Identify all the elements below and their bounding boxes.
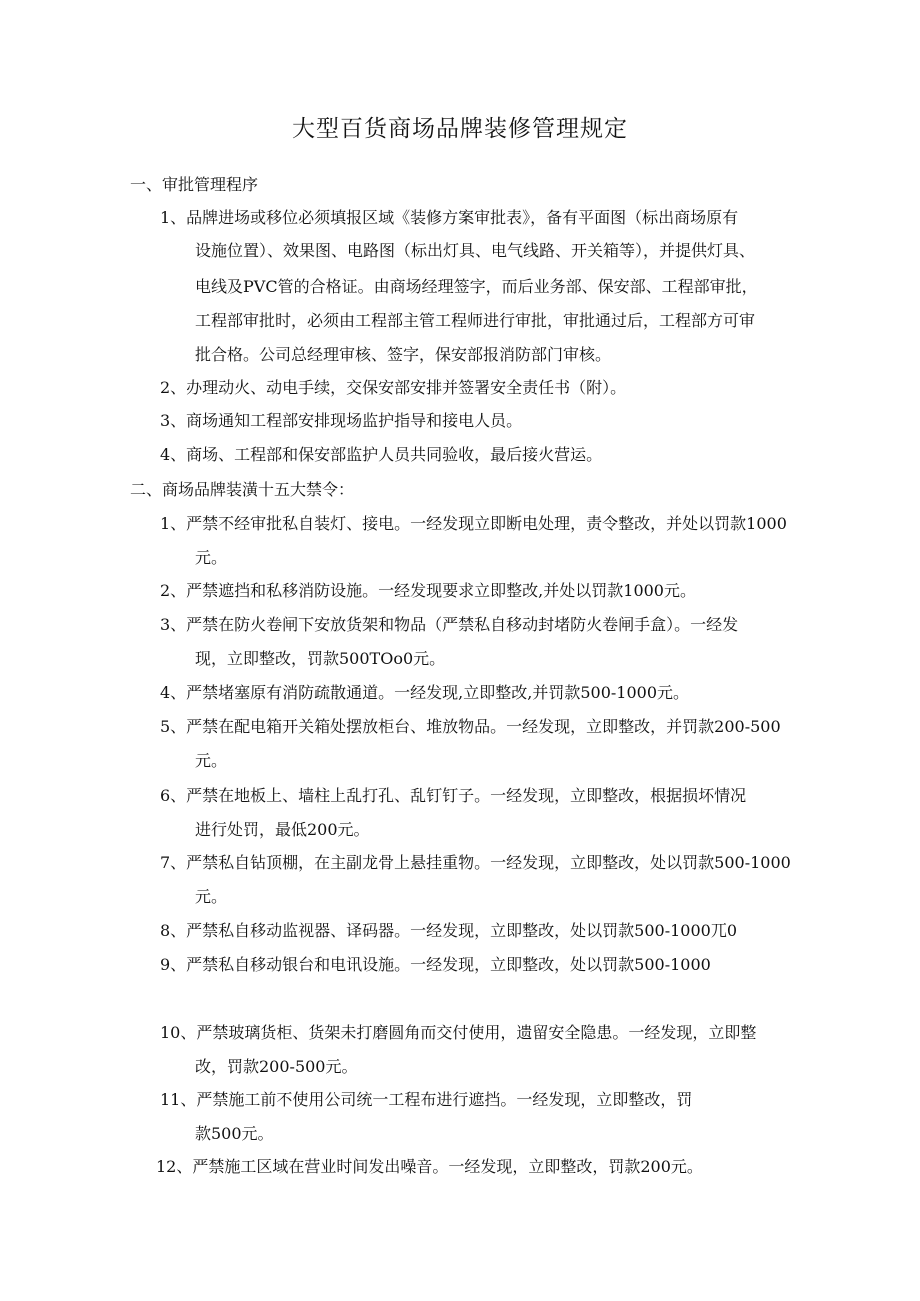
rule-12: 12、严禁施工区域在营业时间发出噪音。一经发现，立即整改，罚款200元。 <box>156 1157 703 1176</box>
section-heading-prohibitions: 二、商场品牌装潢十五大禁令： <box>130 480 355 499</box>
approval-item-2: 2、办理动火、动电手续，交保安部安排并签署安全责任书（附）。 <box>160 378 627 397</box>
approval-item-1-line: 批合格。公司总经理审核、签字，保安部报消防部门审核。 <box>195 345 612 364</box>
rule-6-line: 进行处罚，最低200元。 <box>195 820 370 839</box>
rule-1-line: 元。 <box>195 548 228 567</box>
rule-5-line: 元。 <box>195 751 228 770</box>
approval-item-3: 3、商场通知工程部安排现场监护指导和接电人员。 <box>160 411 523 430</box>
rule-3-line: 现，立即整改，罚款500TOo0元。 <box>195 649 446 668</box>
approval-item-1-line: 1、品牌进场或移位必须填报区域《装修方案审批表》，备有平面图（标出商场原有 <box>160 208 739 227</box>
rule-3-line: 3、严禁在防火卷闸下安放货架和物品（严禁私自移动封堵防火卷闸手盒）。一经发 <box>160 615 739 634</box>
section-heading-approval: 一、审批管理程序 <box>130 175 259 194</box>
rule-5-line: 5、严禁在配电箱开关箱处摆放柜台、堆放物品。一经发现，立即整改，并罚款200-500 <box>160 717 781 736</box>
rule-6-line: 6、严禁在地板上、墙柱上乱打孔、乱钉钉子。一经发现，立即整改，根据损坏情况 <box>160 786 747 805</box>
rule-2: 2、严禁遮挡和私移消防设施。一经发现要求立即整改,并处以罚款1000元。 <box>160 581 696 600</box>
rule-1-line: 1、严禁不经审批私自装灯、接电。一经发现立即断电处理，责令整改，并处以罚款1000 <box>160 514 787 533</box>
document-title: 大型百货商场品牌装修管理规定 <box>292 116 628 142</box>
rule-11-line: 款500元。 <box>195 1124 274 1143</box>
rule-7-line: 7、严禁私自钻顶棚，在主副龙骨上悬挂重物。一经发现，立即整改，处以罚款500-1000 <box>160 853 791 872</box>
rule-11-line: 11、严禁施工前不使用公司统一工程布进行遮挡。一经发现，立即整改，罚 <box>160 1090 693 1109</box>
approval-item-1-line: 工程部审批时，必须由工程部主管工程师进行审批，审批通过后，工程部方可审 <box>195 311 756 330</box>
rule-8: 8、严禁私自移动监视器、译码器。一经发现，立即整改，处以罚款500-1000兀0 <box>160 921 738 940</box>
rule-10-line: 10、严禁玻璃货柜、货架未打磨圆角而交付使用，遗留安全隐患。一经发现，立即整 <box>160 1023 757 1042</box>
rule-9: 9、严禁私自移动银台和电讯设施。一经发现，立即整改，处以罚款500-1000 <box>160 955 711 974</box>
rule-10-line: 改，罚款200-500元。 <box>195 1057 358 1076</box>
approval-item-1-line: 设施位置）、效果图、电路图（标出灯具、电气线路、开关箱等），并提供灯具、 <box>195 241 756 260</box>
rule-4: 4、严禁堵塞原有消防疏散通道。一经发现,立即整改,并罚款500-1000元。 <box>160 683 690 702</box>
rule-7-line: 元。 <box>195 887 228 906</box>
approval-item-4: 4、商场、工程部和保安部监护人员共同验收，最后接火营运。 <box>160 445 603 464</box>
approval-item-1-line: 电线及PVC管的合格证。由商场经理签字，而后业务部、保安部、工程部审批， <box>195 277 758 296</box>
